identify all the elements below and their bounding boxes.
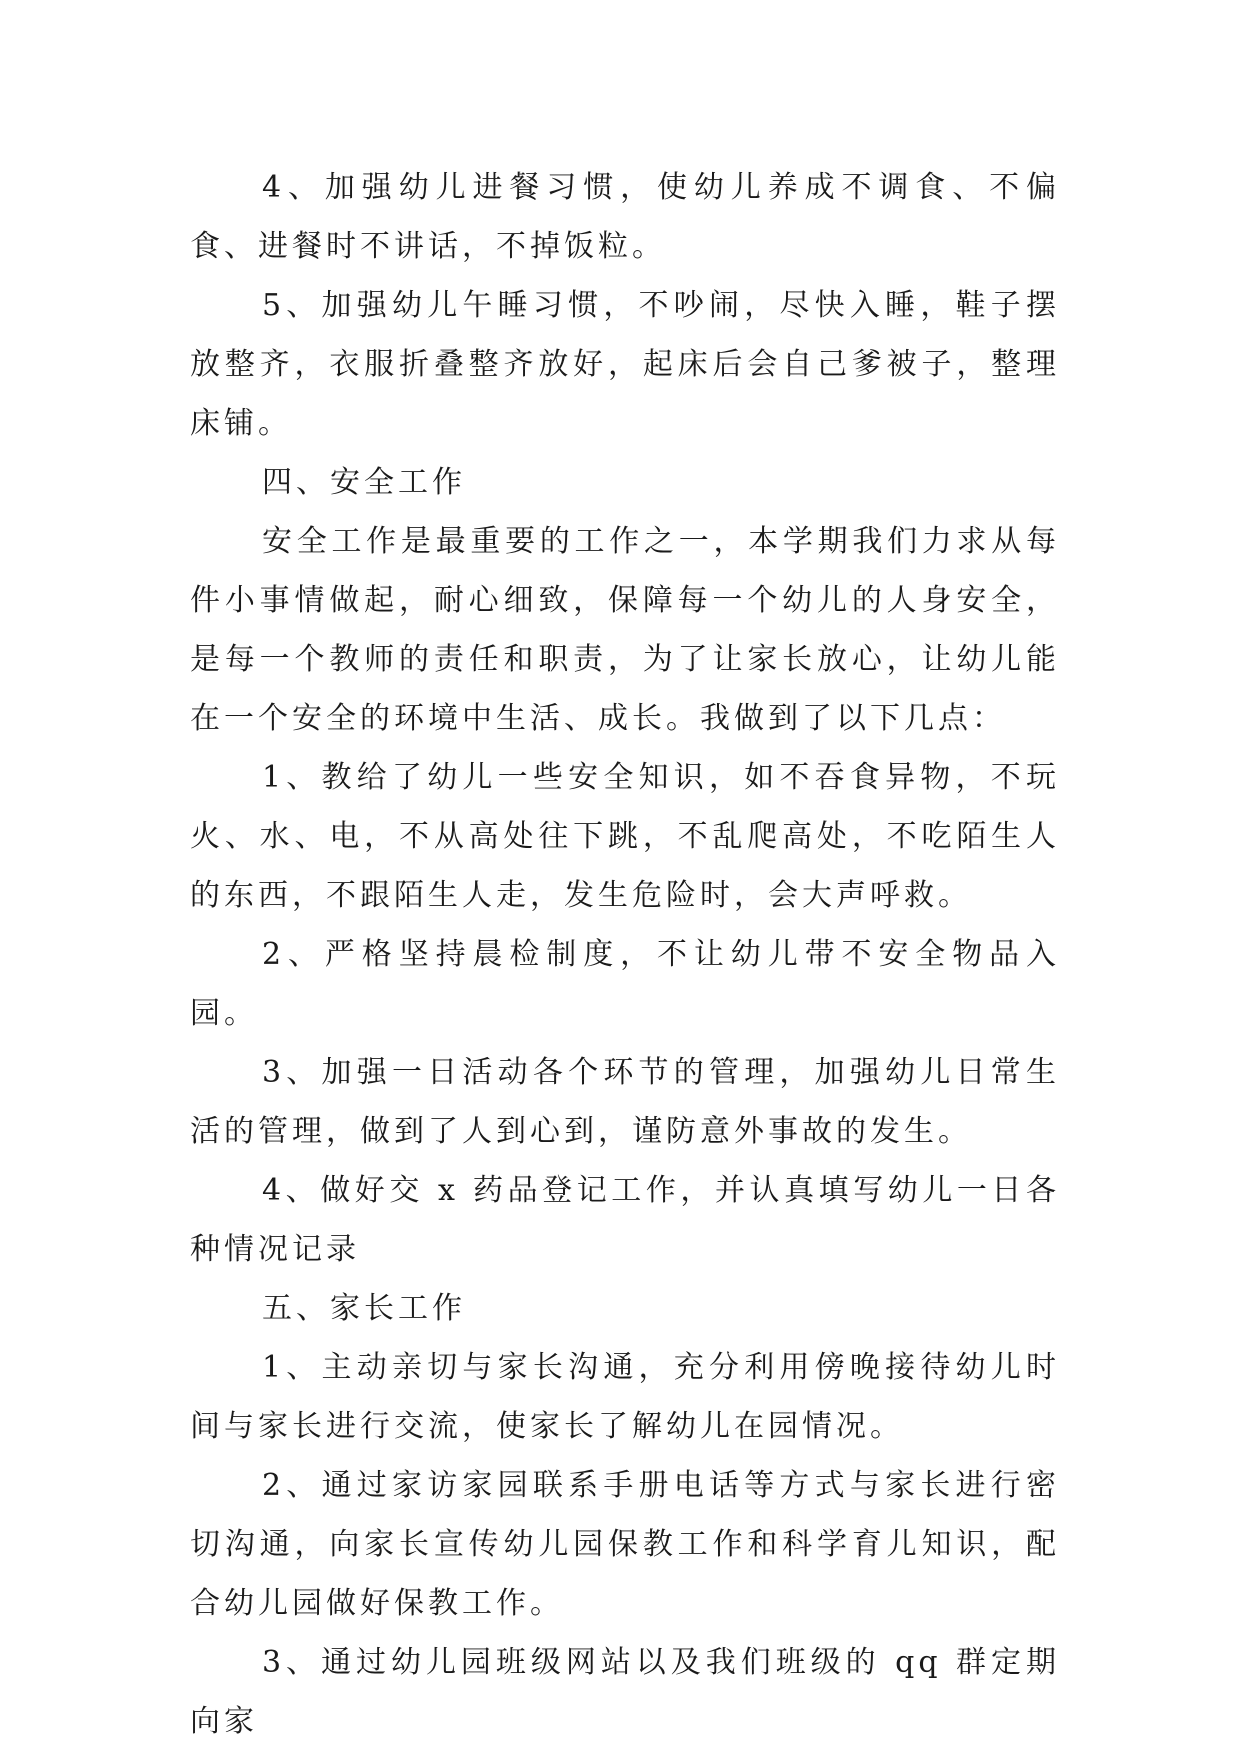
paragraph-nap-habits: 5、加强幼儿午睡习惯，不吵闹，尽快入睡，鞋子摆放整齐，衣服折叠整齐放好，起床后会自己爹被子，整理床铺。 [190, 288, 1060, 441]
paragraph-safety-intro: 安全工作是最重要的工作之一，本学期我们力求从每件小事情做起，耐心细致，保障每一个幼儿的人身安全，是每一个教师的责任和职责，为了让家长放心，让幼儿能在一个安全的环境中生活、成长。我做到了以下几点： [190, 524, 1060, 736]
section-heading-parents: 五、家长工作 [262, 1291, 466, 1326]
section-heading-safety: 四、安全工作 [262, 465, 466, 500]
paragraph-safety-item-4: 4、做好交 x 药品登记工作，并认真填写幼儿一日各种情况记录 [190, 1173, 1060, 1267]
paragraph-parents-item-2: 2、通过家访家园联系手册电话等方式与家长进行密切沟通，向家长宣传幼儿园保教工作和科学育儿知识，配合幼儿园做好保教工作。 [190, 1468, 1060, 1621]
paragraph-meal-habits: 4、加强幼儿进餐习惯，使幼儿养成不调食、不偏食、进餐时不讲话，不掉饭粒。 [190, 170, 1060, 264]
paragraph-safety-item-2: 2、严格坚持晨检制度，不让幼儿带不安全物品入园。 [190, 937, 1060, 1031]
document-body [190, 158, 1060, 1751]
paragraph-parents-item-1: 1、主动亲切与家长沟通，充分利用傍晚接待幼儿时间与家长进行交流，使家长了解幼儿在园情况。 [190, 1350, 1060, 1444]
paragraph-parents-item-3: 3、通过幼儿园班级网站以及我们班级的 qq 群定期向家 [190, 1645, 1060, 1739]
paragraph-safety-item-3: 3、加强一日活动各个环节的管理，加强幼儿日常生活的管理，做到了人到心到，谨防意外事故的发生。 [190, 1055, 1060, 1149]
paragraph-safety-item-1: 1、教给了幼儿一些安全知识，如不吞食异物，不玩火、水、电，不从高处往下跳，不乱爬高处，不吃陌生人的东西，不跟陌生人走，发生危险时，会大声呼救。 [190, 760, 1060, 913]
